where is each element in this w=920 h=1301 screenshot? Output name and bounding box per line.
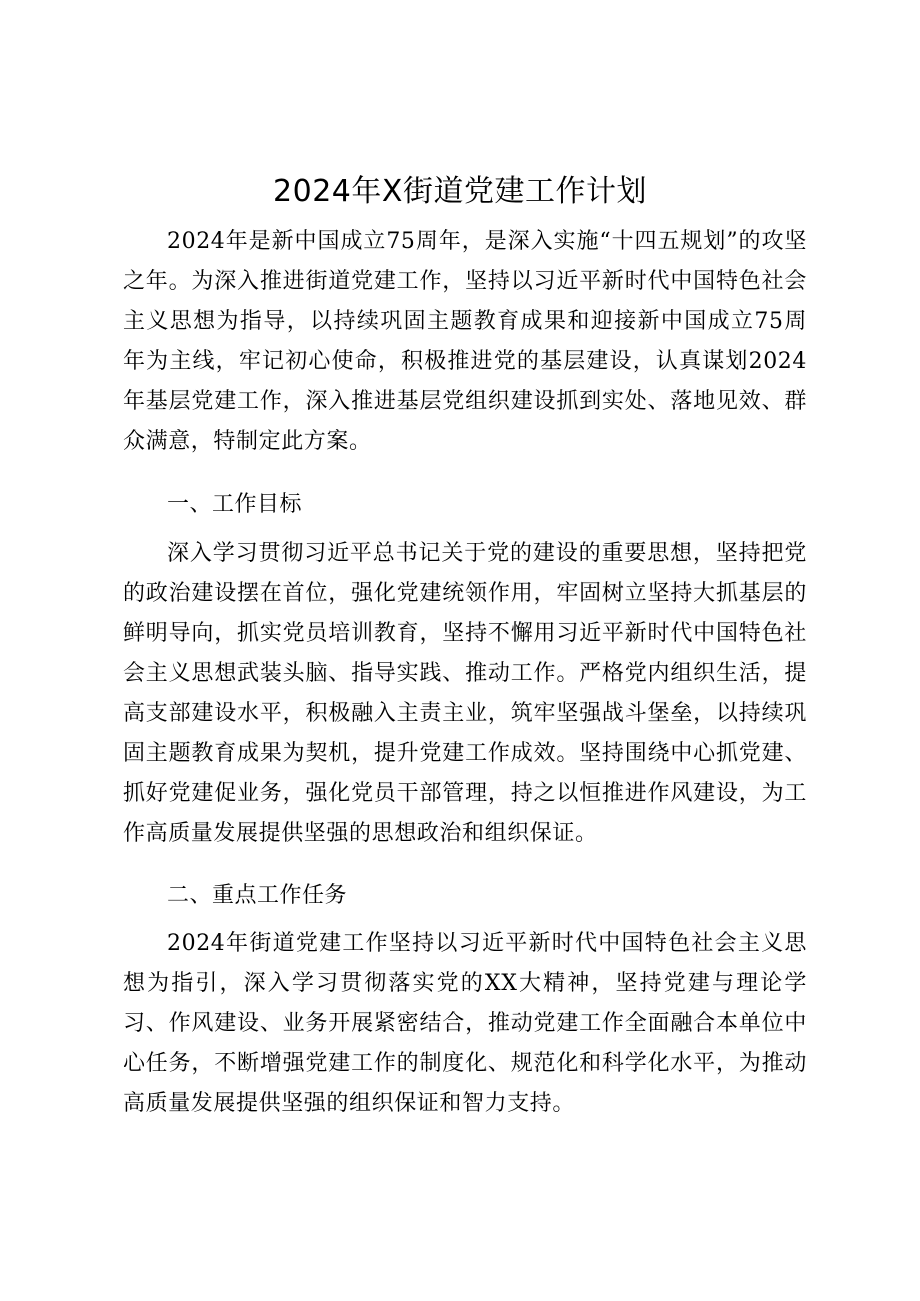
section-body-tasks: 2024年街道党建工作坚持以习近平新时代中国特色社会主义思想为指引，深入学习贯彻落实党的XX大精神，坚持党建与理论学习、作风建设、业务开展紧密结合，推动党建工作全面融合本单位中心任务，不断增强党建工作的制度化、规范化和科学化水平，为推动高质量发展提供坚强的组织保证和智力支持。 bbox=[123, 931, 807, 1116]
section-body-goals: 深入学习贯彻习近平总书记关于党的建设的重要思想，坚持把党的政治建设摆在首位，强化党建统领作用，牢固树立坚持大抓基层的鲜明导向，抓实党员培训教育，坚持不懈用习近平新时代中国特色社会主义思想武装头脑、指导实践、推动工作。严格党内组织生活，提高支部建设水平，积极融入主责主业，筑牢坚强战斗堡垒，以持续巩固主题教育成果为契机，提升党建工作成效。坚持围绕中心抓党建、抓好党建促业务，强化党员干部管理，持之以恒推进作风建设，为工作高质量发展提供坚强的思想政治和组织保证。 bbox=[123, 541, 807, 846]
section-heading-goals: 一、工作目标 bbox=[167, 492, 303, 517]
intro-paragraph: 2024年是新中国成立75周年，是深入实施“十四五规划”的攻坚之年。为深入推进街道党建工作，坚持以习近平新时代中国特色社会主义思想为指导，以持续巩固主题教育成果和迎接新中国成立75周年为主线，牢记初心使命，积极推进党的基层建设，认真谋划2024年基层党建工作，深入推进基层党组织建设抓到实处、落地见效、群众满意，特制定此方案。 bbox=[123, 229, 807, 454]
section-heading-tasks: 二、重点工作任务 bbox=[167, 883, 348, 908]
document-title: 2024年X街道党建工作计划 bbox=[273, 174, 647, 209]
